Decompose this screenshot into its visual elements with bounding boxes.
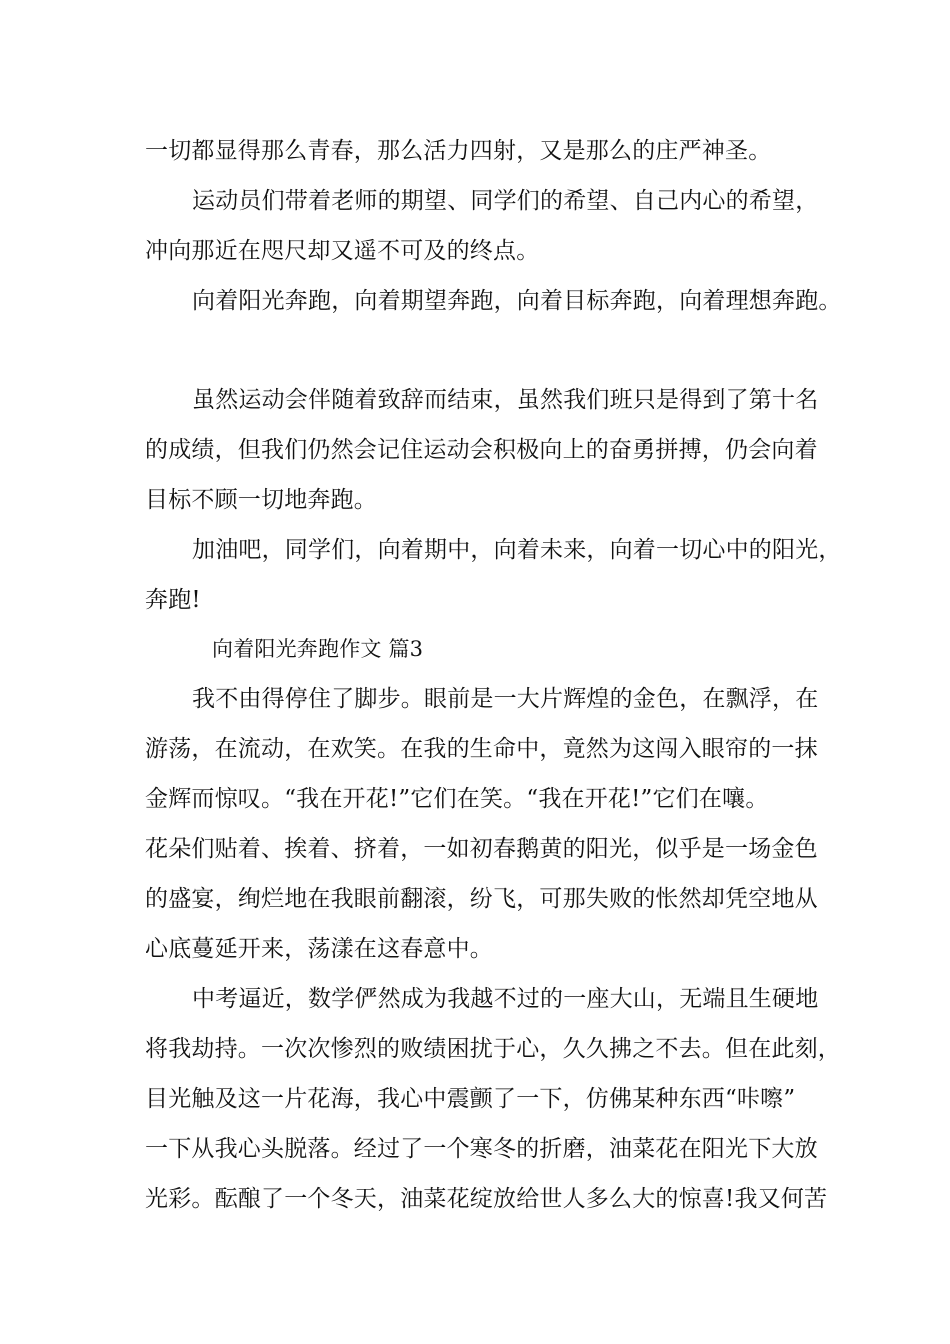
text-line: 向着阳光奔跑，向着期望奔跑，向着目标奔跑，向着理想奔跑。 [192, 288, 842, 314]
text-line: 中考逼近，数学俨然成为我越不过的一座大山，无端且生硬地 [192, 986, 819, 1012]
text-line: 将我劫持。一次次惨烈的败绩困扰于心，久久拂之不去。但在此刻， [145, 1036, 841, 1062]
text-line: 虽然运动会伴随着致辞而结束，虽然我们班只是得到了第十名 [192, 387, 819, 413]
text-line: 金辉而惊叹。“我在开花!”它们在笑。“我在开花!”它们在嚷。 [145, 786, 769, 812]
text-line: 一切都显得那么青春，那么活力四射，又是那么的庄严神圣。 [145, 138, 772, 164]
text-line: 花朵们贴着、挨着、挤着，一如初春鹅黄的阳光，似乎是一场金色 [145, 836, 818, 862]
text-line: 游荡，在流动，在欢笑。在我的生命中，竟然为这闯入眼帘的一抹 [145, 736, 818, 762]
text-line: 目光触及这一片花海，我心中震颤了一下，仿佛某种东西“咔嚓” [145, 1086, 796, 1112]
text-line: 一下从我心头脱落。经过了一个寒冬的折磨，油菜花在阳光下大放 [145, 1136, 818, 1162]
text-line: 冲向那近在咫尺却又遥不可及的终点。 [145, 238, 540, 264]
text-line: 心底蔓延开来，荡漾在这春意中。 [145, 936, 493, 962]
text-line: 的成绩，但我们仍然会记住运动会积极向上的奋勇拼搏，仍会向着 [145, 437, 818, 463]
text-line: 运动员们带着老师的期望、同学们的希望、自己内心的希望， [192, 188, 819, 214]
section-heading: 向着阳光奔跑作文 篇3 [212, 637, 424, 661]
text-line: 目标不顾一切地奔跑。 [145, 487, 377, 513]
text-line: 光彩。酝酿了一个冬天，油菜花绽放给世人多么大的惊喜!我又何苦 [145, 1186, 828, 1212]
text-line: 加油吧，同学们，向着期中，向着未来，向着一切心中的阳光， [192, 537, 842, 563]
text-line: 奔跑! [145, 587, 201, 613]
text-line: 我不由得停住了脚步。眼前是一大片辉煌的金色，在飘浮，在 [192, 686, 819, 712]
text-line: 的盛宴，绚烂地在我眼前翻滚，纷飞，可那失败的怅然却凭空地从 [145, 886, 818, 912]
